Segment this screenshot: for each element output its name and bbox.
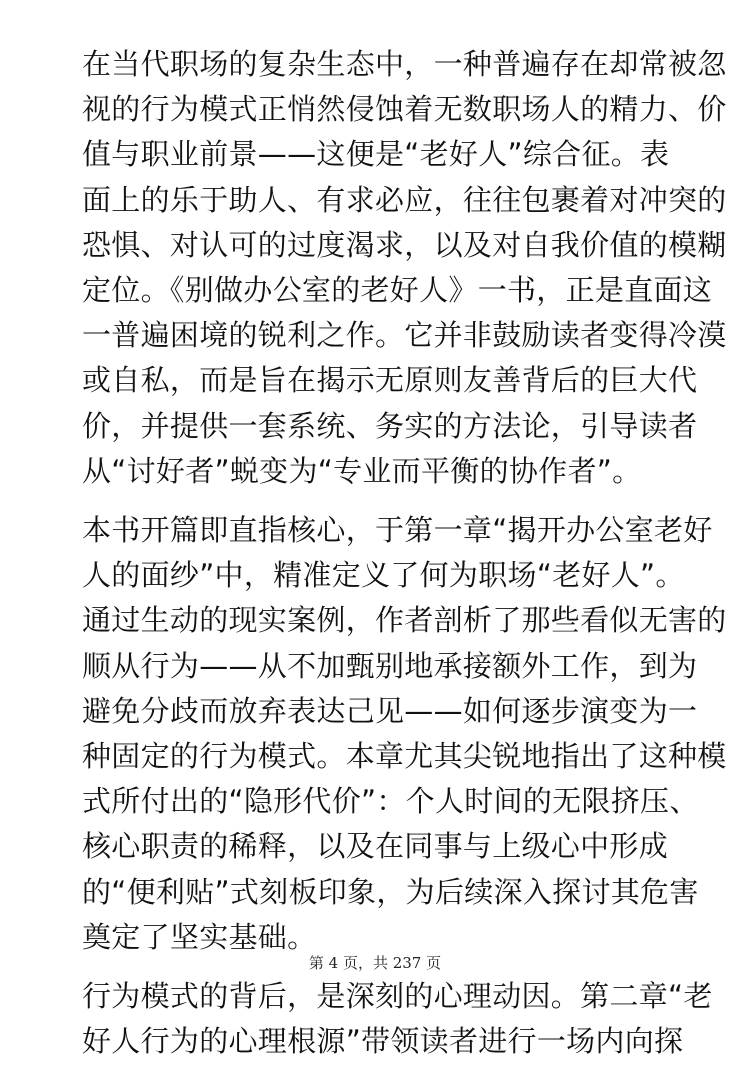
- text-line: 行为模式的背后，是深刻的心理动因。第二章“老: [82, 979, 713, 1014]
- text-line: 在当代职场的复杂生态中，一种普遍存在却常被忽: [82, 47, 727, 81]
- text-line: 式所付出的“隐形代价”：个人时间的无限挤压、: [82, 784, 699, 819]
- text-line: 值与职业前景——这便是“老好人”综合征。表: [82, 137, 670, 172]
- text-line: 顺从行为——从不加甄别地承接额外工作，到为: [82, 648, 698, 683]
- text-line: 奠定了坚实基础。: [82, 919, 317, 954]
- text-line: 面上的乐于助人、有求必应，往往包裹着对冲突的: [82, 182, 727, 217]
- text-line: 种固定的行为模式。本章尤其尖锐地指出了这种模: [82, 739, 727, 774]
- page-number-footer: 第 4 页，共 237 页: [308, 954, 442, 972]
- text-line: 的“便利贴”式刻板印象，为后续深入探讨其危害: [82, 874, 699, 909]
- paragraph-2: [82, 508, 727, 960]
- text-line: 一普遍困境的锐利之作。它并非鼓励读者变得冷漠: [82, 318, 727, 353]
- body-text: [82, 42, 727, 1078]
- text-line: 好人行为的心理根源”带领读者进行一场内向探: [82, 1024, 684, 1059]
- paragraph-3: [82, 974, 713, 1064]
- text-line: 从“讨好者”蜕变为“专业而平衡的协作者”。: [82, 453, 642, 488]
- text-line: 通过生动的现实案例，作者剖析了那些看似无害的: [82, 603, 727, 638]
- text-line: 定位。《别做办公室的老好人》一书，正是直面这: [82, 273, 713, 308]
- text-line: 或自私，而是旨在揭示无原则友善背后的巨大代: [82, 363, 698, 398]
- text-line: 本书开篇即直指核心，于第一章“揭开办公室老好: [82, 513, 713, 548]
- text-line: 核心职责的稀释，以及在同事与上级心中形成: [82, 829, 669, 864]
- text-line: 价，并提供一套系统、务实的方法论，引导读者: [82, 408, 698, 443]
- text-line: 避免分歧而放弃表达己见——如何逐步演变为一: [82, 693, 698, 728]
- text-line: 视的行为模式正悄然侵蚀着无数职场人的精力、价: [82, 92, 727, 127]
- paragraph-1: [82, 42, 727, 494]
- text-line: 恐惧、对认可的过度渴求，以及对自我价值的模糊: [82, 227, 727, 262]
- text-line: 人的面纱”中，精准定义了何为职场“老好人”。: [82, 558, 685, 593]
